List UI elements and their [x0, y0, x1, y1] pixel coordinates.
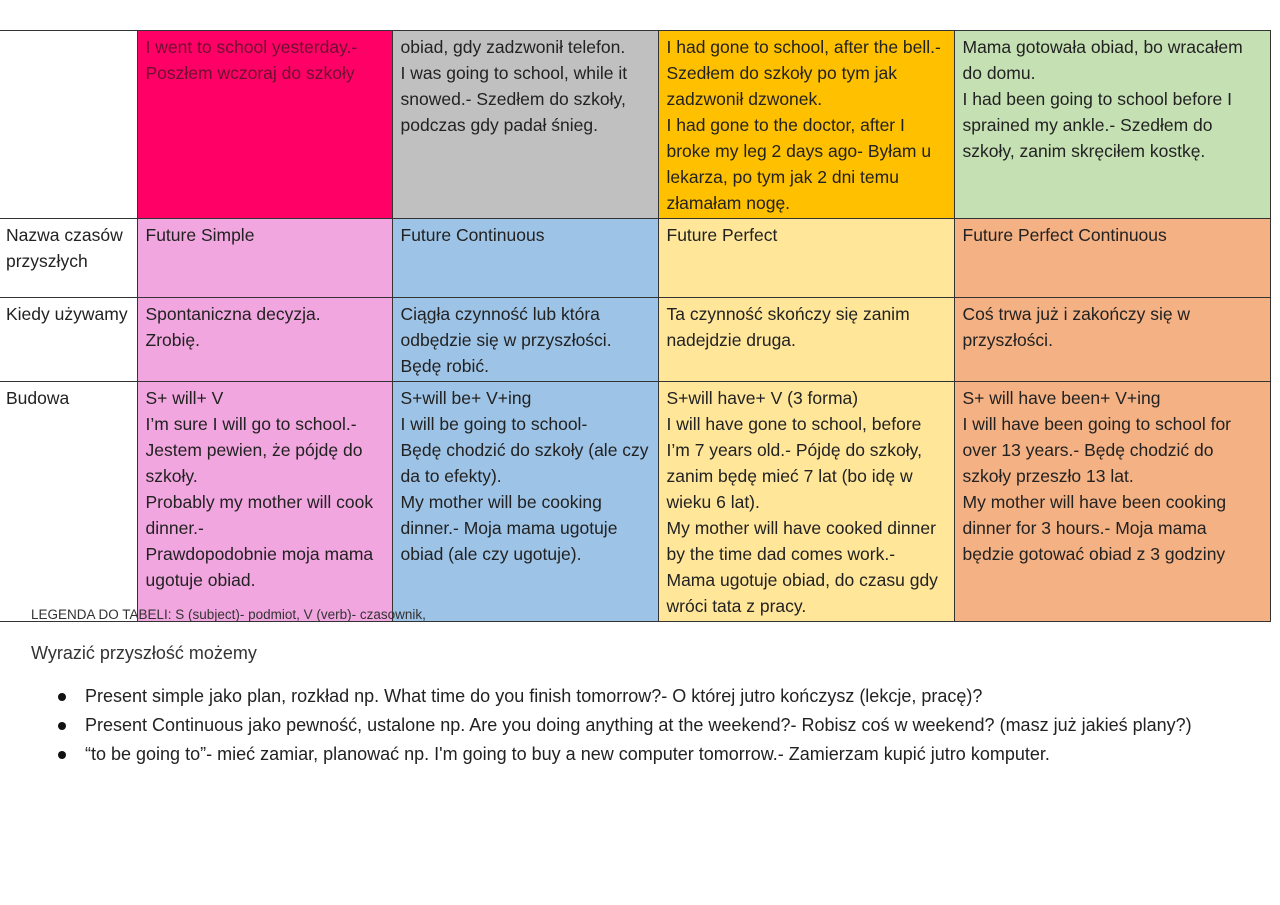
cell-future-simple-name: Future Simple [137, 219, 392, 298]
section-intro: Wyrazić przyszłość możemy [31, 643, 257, 663]
cell-future-continuous-structure: S+will be+ V+ing I will be going to school- Będę chodzić do szkoły (ale czy da to efekty). My mother will be cooking dinner.- Moja mama ugotuje obiad (ale czy ugotuje). [392, 382, 658, 622]
list-item-text: Present Continuous jako pewność, ustalone np. Are you doing anything at the weekend?- Robisz coś w weekend? (masz już jakieś plany?) [85, 715, 1192, 735]
cell-future-simple-structure: S+ will+ V I’m sure I will go to school.- Jestem pewien, że pójdę do szkoły. Probably my mother will cook dinner.- Prawdopodobnie moja mama ugotuje obiad. [137, 382, 392, 622]
list-item [54, 740, 1254, 769]
cell-future-continuous-name: Future Continuous [392, 219, 658, 298]
bullet-icon [58, 693, 66, 701]
row-label-usage: Kiedy używamy [0, 298, 137, 382]
table-legend: LEGENDA DO TABELI: S (subject)- podmiot, V (verb)- czasownik, [31, 607, 426, 622]
cell-past-perfect-continuous-example: Mama gotowała obiad, bo wracałem do domu. I had been going to school before I sprained my ankle.- Szedłem do szkoły, zanim skręciłem kostkę. [954, 31, 1270, 219]
tenses-table [0, 30, 1271, 622]
cell-future-perfect-name: Future Perfect [658, 219, 954, 298]
list-item [54, 711, 1254, 740]
cell-future-perfect-structure: S+will have+ V (3 forma) I will have gone to school, before I’m 7 years old.- Pójdę do szkoły, zanim będę mieć 7 lat (bo idę w wieku 6 lat). My mother will have cooked dinner by the time dad comes work.- Mama ugotuje obiad, do czasu gdy wróci tata z pracy. [658, 382, 954, 622]
cell-future-continuous-usage: Ciągła czynność lub która odbędzie się w przyszłości. Będę robić. [392, 298, 658, 382]
bullet-icon [58, 722, 66, 730]
list-item-text: “to be going to”- mieć zamiar, planować np. I'm going to buy a new computer tomorrow.- Zamierzam kupić jutro komputer. [85, 744, 1050, 764]
cell-future-perfect-continuous-name: Future Perfect Continuous [954, 219, 1270, 298]
future-expressions-list [54, 682, 1254, 769]
table-row-past-examples [0, 31, 1270, 219]
table-row-tense-names [0, 219, 1270, 298]
table-row-usage [0, 298, 1270, 382]
bullet-icon [58, 751, 66, 759]
row-label-tense-names: Nazwa czasów przyszłych [0, 219, 137, 298]
list-item-text: Present simple jako plan, rozkład np. What time do you finish tomorrow?- O której jutro kończysz (lekcje, pracę)? [85, 686, 983, 706]
table-row-structure [0, 382, 1270, 622]
row-label-empty [0, 31, 137, 219]
cell-future-perfect-continuous-usage: Coś trwa już i zakończy się w przyszłości. [954, 298, 1270, 382]
row-label-structure: Budowa [0, 382, 137, 622]
cell-past-continuous-example: obiad, gdy zadzwonił telefon. I was going to school, while it snowed.- Szedłem do szkoły, podczas gdy padał śnieg. [392, 31, 658, 219]
cell-future-perfect-usage: Ta czynność skończy się zanim nadejdzie druga. [658, 298, 954, 382]
cell-past-simple-example: I went to school yesterday.- Poszłem wczoraj do szkoły [137, 31, 392, 219]
list-item [54, 682, 1254, 711]
cell-future-simple-usage: Spontaniczna decyzja. Zrobię. [137, 298, 392, 382]
cell-future-perfect-continuous-structure: S+ will have been+ V+ing I will have been going to school for over 13 years.- Będę chodzić do szkoły przeszło 13 lat. My mother will have been cooking dinner for 3 hours.- Moja mama będzie gotować obiad z 3 godziny [954, 382, 1270, 622]
cell-past-perfect-example: I had gone to school, after the bell.- Szedłem do szkoły po tym jak zadzwonił dzwonek. I had gone to the doctor, after I broke my leg 2 days ago- Byłam u lekarza, po tym jak 2 dni temu złamałam nogę. [658, 31, 954, 219]
